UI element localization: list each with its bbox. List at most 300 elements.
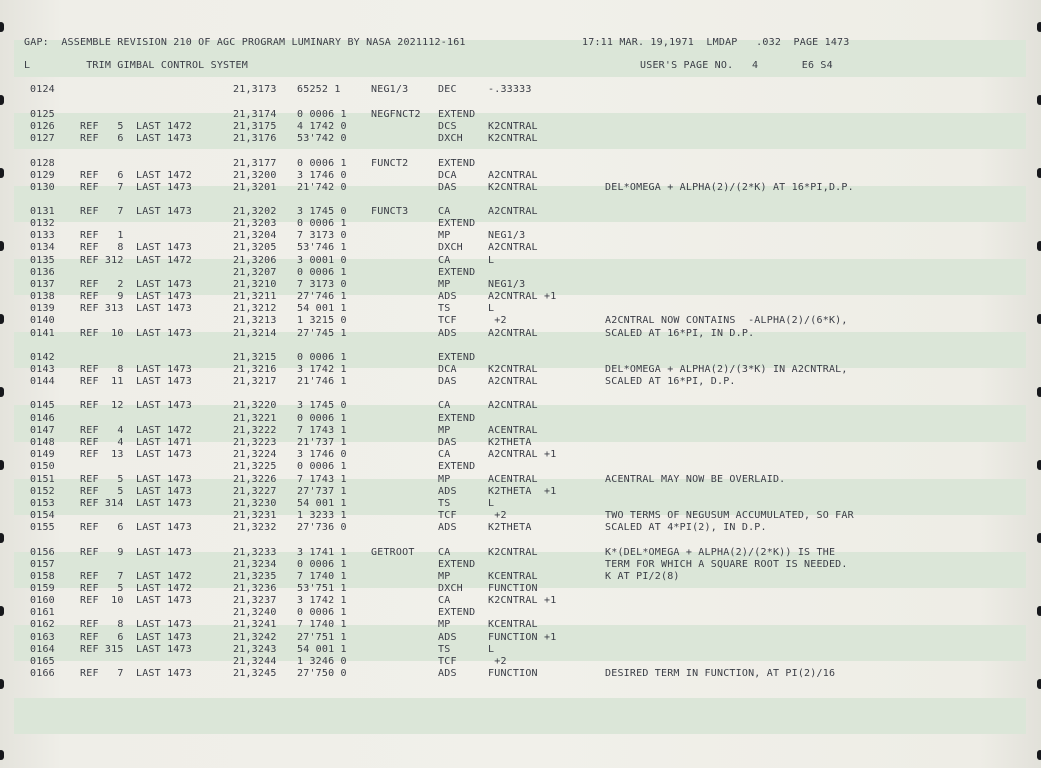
operand: NEG1/3 [488,230,526,241]
octal-word: 3 1746 0 [297,449,347,460]
opcode: TS [438,303,451,314]
cross-reference: REF 10 LAST 1473 [80,328,192,339]
operand: KCENTRAL [488,571,538,582]
opcode: TCF [438,510,457,521]
opcode: MP [438,571,451,582]
line-number: 0128 [30,158,55,169]
octal-word: 53'742 0 [297,133,347,144]
cross-reference: REF 5 LAST 1473 [80,474,192,485]
octal-word: 27'736 0 [297,522,347,533]
octal-word: 3 1745 0 [297,206,347,217]
opcode: DAS [438,437,457,448]
listing-row [0,413,1041,425]
octal-word: 4 1742 0 [297,121,347,132]
operand: A2CNTRAL +1 [488,291,557,302]
cross-reference: REF 5 LAST 1473 [80,486,192,497]
feed-hole-icon [1037,533,1041,543]
operand: A2CNTRAL [488,206,538,217]
opcode: CA [438,400,451,411]
listing-row [0,547,1041,559]
line-number: 0163 [30,632,55,643]
address: 21,3241 [233,619,277,630]
operand: L [488,498,495,509]
listing-row [0,291,1041,303]
feed-hole-icon [1037,22,1041,32]
listing-row [0,230,1041,242]
line-number: 0130 [30,182,55,193]
opcode: EXTEND [438,607,476,618]
comment: K AT PI/2(8) [605,571,680,582]
opcode: EXTEND [438,218,476,229]
opcode: DCA [438,364,457,375]
operand: L [488,644,495,655]
line-number: 0151 [30,474,55,485]
opcode: TCF [438,656,457,667]
address: 21,3213 [233,315,277,326]
address: 21,3226 [233,474,277,485]
listing-row [0,255,1041,267]
cross-reference: REF 5 LAST 1472 [80,121,192,132]
comment: ACENTRAL MAY NOW BE OVERLAID. [605,474,786,485]
cross-reference: REF 9 LAST 1473 [80,291,192,302]
line-number: 0156 [30,547,55,558]
comment: DESIRED TERM IN FUNCTION, AT PI(2)/16 [605,668,836,679]
line-number: 0132 [30,218,55,229]
listing-row [0,437,1041,449]
comment: SCALED AT 4*PI(2), IN D.P. [605,522,767,533]
octal-word: 1 3233 1 [297,510,347,521]
feed-hole-icon [1037,95,1041,105]
address: 21,3207 [233,267,277,278]
address: 21,3203 [233,218,277,229]
cross-reference: REF 7 LAST 1472 [80,571,192,582]
address: 21,3177 [233,158,277,169]
listing-row [0,474,1041,486]
opcode: DEC [438,84,457,95]
line-number: 0161 [30,607,55,618]
address: 21,3232 [233,522,277,533]
address: 21,3230 [233,498,277,509]
line-number: 0165 [30,656,55,667]
line-number: 0125 [30,109,55,120]
operand: A2CNTRAL [488,328,538,339]
listing-row [0,206,1041,218]
address: 21,3234 [233,559,277,570]
cross-reference: REF 7 LAST 1473 [80,182,192,193]
octal-word: 3 1746 0 [297,170,347,181]
octal-word: 65252 1 [297,84,341,95]
line-number: 0141 [30,328,55,339]
operand: A2CNTRAL +1 [488,449,557,460]
octal-word: 54 001 1 [297,498,347,509]
listing-row [0,559,1041,571]
cross-reference: REF 313 LAST 1473 [80,303,192,314]
opcode: ADS [438,632,457,643]
opcode: EXTEND [438,352,476,363]
address: 21,3220 [233,400,277,411]
feed-hole-icon [1037,387,1041,397]
line-number: 0149 [30,449,55,460]
listing-row [0,400,1041,412]
line-number: 0153 [30,498,55,509]
address: 21,3240 [233,607,277,618]
cross-reference: REF 312 LAST 1472 [80,255,192,266]
address: 21,3175 [233,121,277,132]
listing-row [0,461,1041,473]
line-number: 0157 [30,559,55,570]
address: 21,3173 [233,84,277,95]
listing-row [0,595,1041,607]
cross-reference: REF 10 LAST 1473 [80,595,192,606]
octal-word: 0 0006 1 [297,267,347,278]
operand: K2CNTRAL [488,547,538,558]
opcode: DXCH [438,242,463,253]
listing-row [0,364,1041,376]
opcode: CA [438,449,451,460]
operand: K2CNTRAL [488,121,538,132]
address: 21,3214 [233,328,277,339]
opcode: TCF [438,315,457,326]
line-number: 0147 [30,425,55,436]
listing-row [0,170,1041,182]
opcode: EXTEND [438,413,476,424]
address: 21,3244 [233,656,277,667]
address: 21,3233 [233,547,277,558]
address: 21,3235 [233,571,277,582]
line-number: 0129 [30,170,55,181]
cross-reference: REF 4 LAST 1472 [80,425,192,436]
opcode: MP [438,619,451,630]
label: FUNCT3 [371,206,409,217]
cross-reference: REF 12 LAST 1473 [80,400,192,411]
address: 21,3245 [233,668,277,679]
octal-word: 0 0006 1 [297,559,347,570]
cross-reference: REF 13 LAST 1473 [80,449,192,460]
line-number: 0148 [30,437,55,448]
listing-row [0,352,1041,364]
octal-word: 3 1741 1 [297,547,347,558]
opcode: EXTEND [438,267,476,278]
line-number: 0164 [30,644,55,655]
operand: FUNCTION [488,668,538,679]
operand: A2CNTRAL [488,170,538,181]
opcode: CA [438,547,451,558]
opcode: MP [438,474,451,485]
line-number: 0158 [30,571,55,582]
octal-word: 54 001 1 [297,644,347,655]
operand: ACENTRAL [488,425,538,436]
octal-word: 1 3246 0 [297,656,347,667]
octal-word: 21'737 1 [297,437,347,448]
cross-reference: REF 7 LAST 1473 [80,668,192,679]
opcode: EXTEND [438,461,476,472]
address: 21,3242 [233,632,277,643]
listing-row [0,376,1041,388]
opcode: CA [438,595,451,606]
operand: K2CNTRAL [488,364,538,375]
octal-word: 0 0006 1 [297,607,347,618]
address: 21,3204 [233,230,277,241]
operand: +2 [488,510,507,521]
line-number: 0139 [30,303,55,314]
line-number: 0145 [30,400,55,411]
operand: K2THETA [488,437,532,448]
listing-row [0,668,1041,680]
address: 21,3243 [233,644,277,655]
listing-row [0,656,1041,668]
octal-word: 21'742 0 [297,182,347,193]
comment: DEL*OMEGA + ALPHA(2)/(2*K) AT 16*PI,D.P. [605,182,854,193]
octal-word: 1 3215 0 [297,315,347,326]
address: 21,3223 [233,437,277,448]
line-number: 0133 [30,230,55,241]
comment: SCALED AT 16*PI, D.P. [605,376,736,387]
listing-row [0,182,1041,194]
operand: L [488,255,495,266]
octal-word: 3 1745 0 [297,400,347,411]
operand: +2 [488,315,507,326]
page-header [0,37,1041,49]
address: 21,3237 [233,595,277,606]
address: 21,3217 [233,376,277,387]
feed-hole-icon [0,22,4,32]
operand: NEG1/3 [488,279,526,290]
listing-row [0,303,1041,315]
cross-reference: REF 6 LAST 1473 [80,133,192,144]
octal-word: 54 001 1 [297,303,347,314]
opcode: DAS [438,376,457,387]
octal-word: 27'737 1 [297,486,347,497]
opcode: CA [438,255,451,266]
address: 21,3210 [233,279,277,290]
line-number: 0134 [30,242,55,253]
address: 21,3221 [233,413,277,424]
line-number: 0166 [30,668,55,679]
cross-reference: REF 2 LAST 1473 [80,279,192,290]
feed-hole-icon [1037,750,1041,760]
octal-word: 7 1743 1 [297,474,347,485]
octal-word: 0 0006 1 [297,352,347,363]
listing-row [0,644,1041,656]
operand: KCENTRAL [488,619,538,630]
address: 21,3200 [233,170,277,181]
cross-reference: REF 315 LAST 1473 [80,644,192,655]
line-number: 0143 [30,364,55,375]
feed-hole-icon [1037,679,1041,689]
operand: FUNCTION [488,583,538,594]
operand: K2THETA [488,522,532,533]
octal-word: 3 1742 1 [297,595,347,606]
address: 21,3202 [233,206,277,217]
octal-word: 7 3173 0 [297,279,347,290]
line-number: 0160 [30,595,55,606]
opcode: DCA [438,170,457,181]
octal-word: 0 0006 1 [297,218,347,229]
address: 21,3231 [233,510,277,521]
cross-reference: REF 11 LAST 1473 [80,376,192,387]
operand: K2CNTRAL +1 [488,595,557,606]
line-number: 0162 [30,619,55,630]
cross-reference: REF 8 LAST 1473 [80,242,192,253]
listing-row [0,279,1041,291]
octal-word: 0 0006 1 [297,158,347,169]
listing-row [0,583,1041,595]
comment: A2CNTRAL NOW CONTAINS -ALPHA(2)/(6*K), [605,315,848,326]
operand: A2CNTRAL [488,400,538,411]
operand: FUNCTION +1 [488,632,557,643]
address: 21,3236 [233,583,277,594]
address: 21,3176 [233,133,277,144]
line-number: 0127 [30,133,55,144]
line-number: 0150 [30,461,55,472]
listing-row [0,522,1041,534]
line-number: 0142 [30,352,55,363]
line-number: 0146 [30,413,55,424]
opcode: DCS [438,121,457,132]
section-title: L TRIM GIMBAL CONTROL SYSTEM [24,60,248,71]
opcode: TS [438,498,451,509]
address: 21,3174 [233,109,277,120]
listing-row [0,267,1041,279]
operand: A2CNTRAL [488,242,538,253]
line-number: 0137 [30,279,55,290]
line-number: 0131 [30,206,55,217]
octal-word: 0 0006 1 [297,413,347,424]
listing-row [0,632,1041,644]
octal-word: 3 1742 1 [297,364,347,375]
address: 21,3211 [233,291,277,302]
octal-word: 0 0006 1 [297,461,347,472]
label: NEGFNCT2 [371,109,421,120]
cross-reference: REF 8 LAST 1473 [80,619,192,630]
listing-row [0,510,1041,522]
listing-row [0,84,1041,96]
line-number: 0155 [30,522,55,533]
octal-word: 0 0006 1 [297,109,347,120]
listing-row [0,121,1041,133]
octal-word: 7 1743 1 [297,425,347,436]
cross-reference: REF 314 LAST 1473 [80,498,192,509]
line-number: 0135 [30,255,55,266]
feed-hole-icon [0,533,4,543]
comment: TWO TERMS OF NEGUSUM ACCUMULATED, SO FAR [605,510,854,521]
operand: L [488,303,495,314]
opcode: MP [438,425,451,436]
address: 21,3212 [233,303,277,314]
opcode: EXTEND [438,158,476,169]
octal-word: 53'751 1 [297,583,347,594]
address: 21,3205 [233,242,277,253]
opcode: ADS [438,486,457,497]
line-number: 0136 [30,267,55,278]
comment: TERM FOR WHICH A SQUARE ROOT IS NEEDED. [605,559,848,570]
line-number: 0144 [30,376,55,387]
cross-reference: REF 7 LAST 1473 [80,206,192,217]
operand: K2CNTRAL [488,182,538,193]
listing-row [0,315,1041,327]
cross-reference: REF 8 LAST 1473 [80,364,192,375]
octal-word: 3 0001 0 [297,255,347,266]
opcode: CA [438,206,451,217]
octal-word: 27'751 1 [297,632,347,643]
listing-row [0,218,1041,230]
octal-word: 7 1740 1 [297,619,347,630]
comment: SCALED AT 16*PI, IN D.P. [605,328,755,339]
comment: K*(DEL*OMEGA + ALPHA(2)/(2*K)) IS THE [605,547,836,558]
cross-reference: REF 6 LAST 1472 [80,170,192,181]
listing-row [0,158,1041,170]
cross-reference: REF 6 LAST 1473 [80,522,192,533]
header-title: GAP: ASSEMBLE REVISION 210 OF AGC PROGRAM LUMINARY BY NASA 2021112-161 [24,37,466,48]
comment: DEL*OMEGA + ALPHA(2)/(3*K) IN A2CNTRAL, [605,364,848,375]
label: NEG1/3 [371,84,409,95]
line-number: 0138 [30,291,55,302]
opcode: ADS [438,328,457,339]
listing-row [0,571,1041,583]
address: 21,3227 [233,486,277,497]
line-number: 0159 [30,583,55,594]
opcode: EXTEND [438,559,476,570]
header-date-page: 17:11 MAR. 19,1971 LMDAP .032 PAGE 1473 [582,37,850,48]
feed-hole-icon [0,679,4,689]
address: 21,3224 [233,449,277,460]
opcode: ADS [438,291,457,302]
opcode: MP [438,230,451,241]
opcode: EXTEND [438,109,476,120]
opcode: MP [438,279,451,290]
label: FUNCT2 [371,158,409,169]
opcode: TS [438,644,451,655]
opcode: DXCH [438,133,463,144]
cross-reference: REF 6 LAST 1473 [80,632,192,643]
address: 21,3215 [233,352,277,363]
feed-hole-icon [0,387,4,397]
operand: -.33333 [488,84,532,95]
listing-row [0,486,1041,498]
line-number: 0154 [30,510,55,521]
listing-row [0,607,1041,619]
address: 21,3222 [233,425,277,436]
octal-word: 27'750 0 [297,668,347,679]
octal-word: 7 1740 1 [297,571,347,582]
octal-word: 27'745 1 [297,328,347,339]
opcode: DAS [438,182,457,193]
listing-row [0,619,1041,631]
cross-reference: REF 1 [80,230,124,241]
address: 21,3201 [233,182,277,193]
operand: K2THETA +1 [488,486,557,497]
operand: A2CNTRAL [488,376,538,387]
octal-word: 53'746 1 [297,242,347,253]
listing-row [0,449,1041,461]
feed-hole-icon [0,750,4,760]
green-bar [14,698,1026,734]
opcode: DXCH [438,583,463,594]
listing-row [0,328,1041,340]
line-number: 0152 [30,486,55,497]
listing-row [0,133,1041,145]
opcode: ADS [438,668,457,679]
line-number: 0124 [30,84,55,95]
cross-reference: REF 4 LAST 1471 [80,437,192,448]
address: 21,3216 [233,364,277,375]
octal-word: 21'746 1 [297,376,347,387]
listing-row [0,425,1041,437]
section-header [0,60,1041,72]
listing-row [0,109,1041,121]
cross-reference: REF 9 LAST 1473 [80,547,192,558]
line-number: 0140 [30,315,55,326]
